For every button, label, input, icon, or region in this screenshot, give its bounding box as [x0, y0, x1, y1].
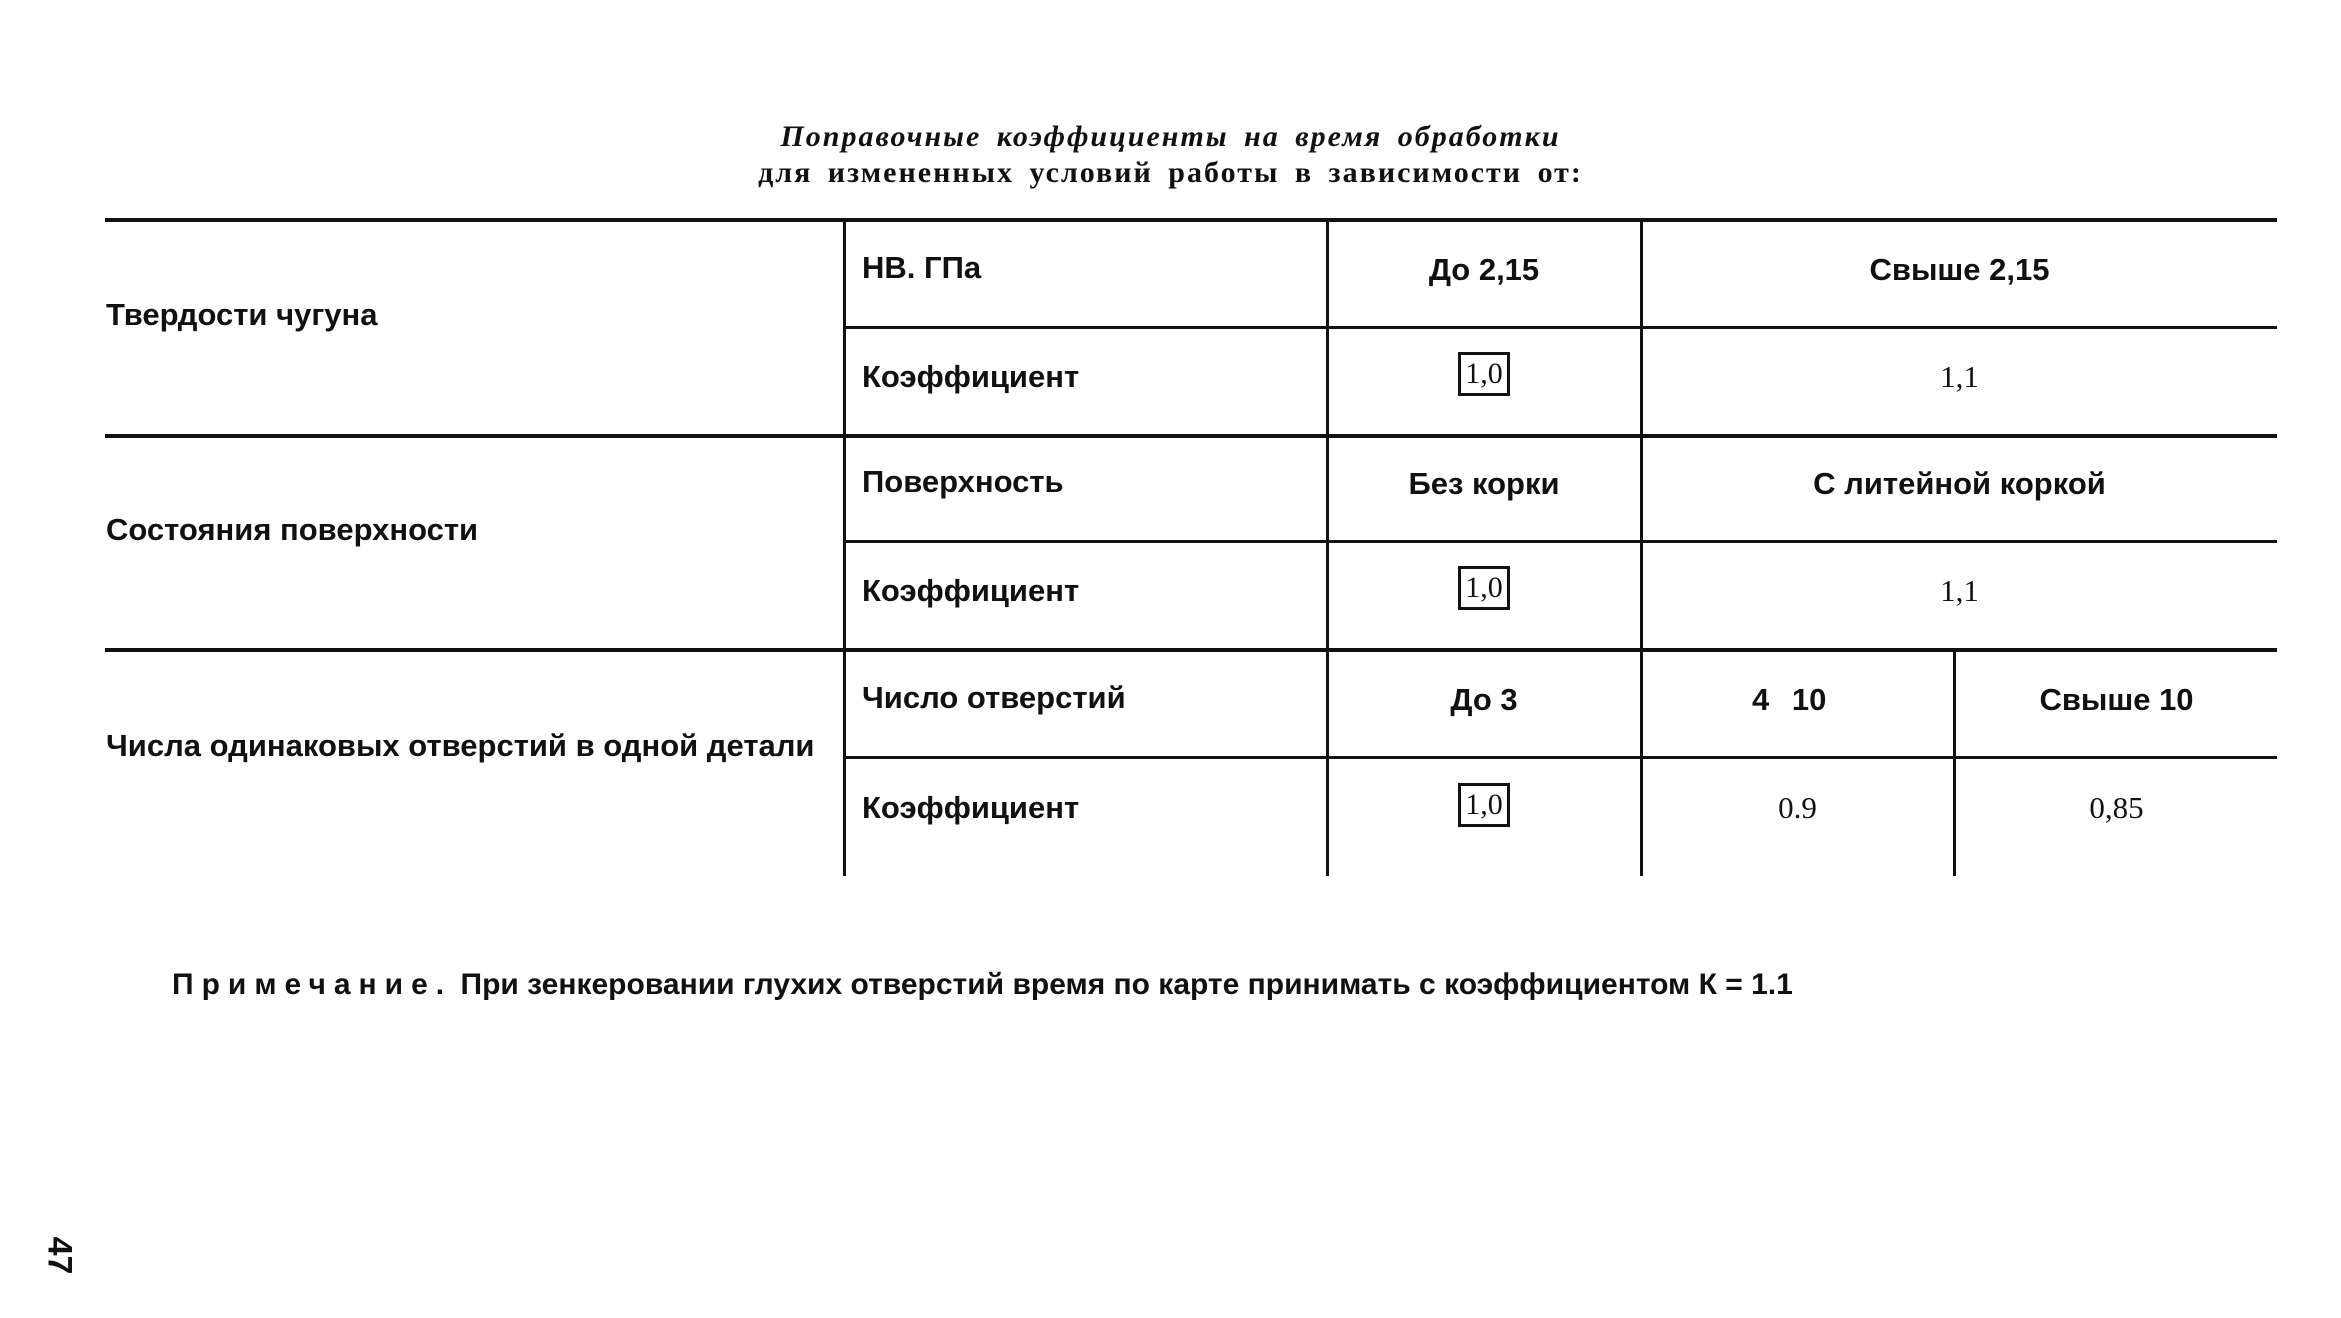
coef-value-hardness-2: 1,1: [1940, 359, 1979, 394]
baseline-coef-box: 1,0: [1458, 352, 1510, 396]
row-separator-2: [105, 648, 2277, 652]
note-text: При зенкеровании глухих отверстий время по карте принимать с коэффициентом К = 1.1: [460, 968, 1793, 1001]
coef-value-holes-1: [1328, 783, 1640, 827]
coef-value-surface-2: 1,1: [1940, 573, 1979, 608]
subrow-separator-1: [843, 326, 2277, 329]
coef-label-hardness: Коэффициент: [862, 359, 1080, 394]
table-caption-line-2: для измененных условий работы в зависимости от:: [758, 156, 1583, 189]
param-value-hardness-1: До 2,15: [1428, 252, 1540, 287]
column-divider-2: [1326, 220, 1329, 876]
param-label-hardness: НВ. ГПа: [862, 250, 982, 285]
column-divider-3: [1640, 220, 1643, 876]
coef-value-surface-1: [1328, 566, 1640, 610]
param-value-holes-2: 4 10: [1752, 682, 1827, 717]
param-value-surface-2: С литейной коркой: [1813, 466, 2106, 501]
subrow-separator-2: [843, 540, 2277, 543]
table-note: [172, 968, 1793, 1002]
subrow-separator-3: [843, 756, 2277, 759]
param-label-surface: Поверхность: [862, 464, 1064, 499]
row-separator-1: [105, 434, 2277, 438]
column-divider-1: [843, 220, 846, 876]
param-value-holes-1: До 3: [1450, 682, 1518, 717]
param-value-holes-3: Свыше 10: [2039, 682, 2194, 717]
note-label: Примечание.: [172, 968, 453, 1001]
factor-label-hardness: Твердости чугуна: [106, 297, 378, 332]
factor-label-holes: Числа одинаковых отверстий в одной детали: [106, 728, 815, 763]
table-top-border: [105, 218, 2277, 222]
param-value-surface-1: Без корки: [1408, 466, 1560, 501]
factor-label-surface: Состояния поверхности: [106, 512, 479, 547]
baseline-coef-box: 1,0: [1458, 566, 1510, 610]
page-number: 47: [40, 1236, 79, 1275]
param-value-hardness-2: Свыше 2,15: [1869, 252, 2050, 287]
param-label-holes: Число отверстий: [862, 680, 1126, 715]
coef-label-holes: Коэффициент: [862, 790, 1080, 825]
table-caption-line-1: Поправочные коэффициенты на время обработки: [780, 120, 1561, 153]
coef-value-hardness-1: [1328, 352, 1640, 396]
coef-value-holes-3: 0,85: [2089, 790, 2144, 825]
coef-label-surface: Коэффициент: [862, 573, 1080, 608]
coef-value-holes-2: 0.9: [1778, 790, 1817, 825]
baseline-coef-box: 1,0: [1458, 783, 1510, 827]
